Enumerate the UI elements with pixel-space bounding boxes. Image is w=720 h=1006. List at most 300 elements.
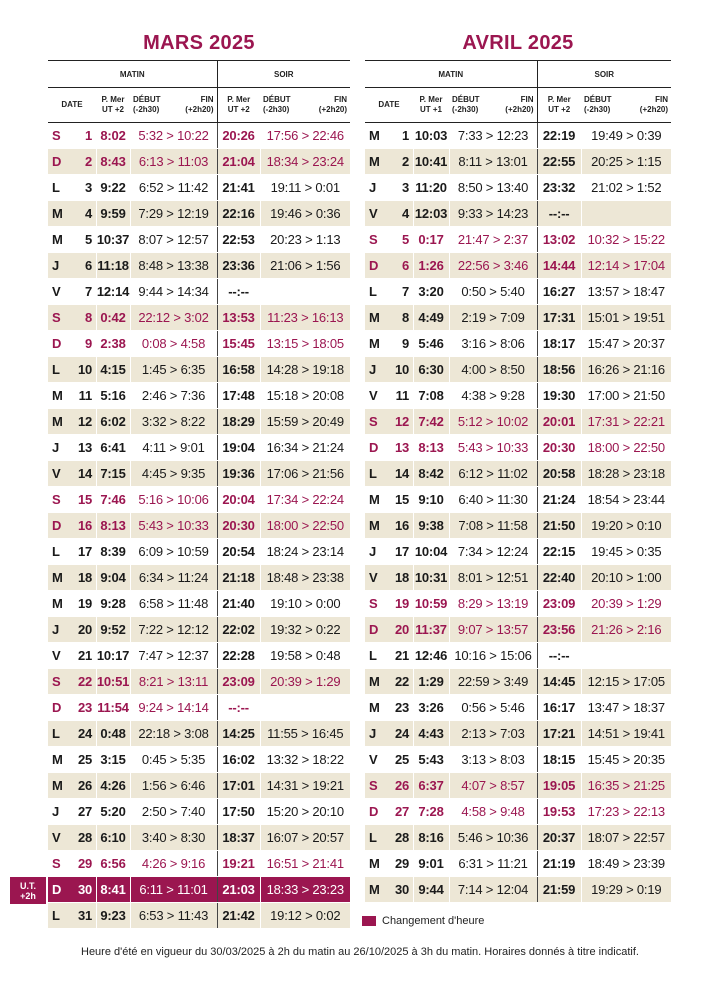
pleine-mer-matin: 10:31 bbox=[413, 565, 449, 591]
day-number: 12 bbox=[395, 414, 410, 429]
header-soir: SOIR bbox=[537, 61, 671, 88]
day-letter: V bbox=[52, 466, 61, 481]
plage-matin: 4:26 > 9:16 bbox=[130, 851, 217, 877]
pleine-mer-matin: 6:30 bbox=[413, 357, 449, 383]
day-number: 26 bbox=[395, 778, 410, 793]
tide-rows bbox=[48, 123, 350, 929]
date-cell bbox=[48, 643, 96, 669]
pleine-mer-soir: --:-- bbox=[217, 279, 260, 305]
pleine-mer-soir: 13:53 bbox=[217, 305, 260, 331]
day-letter: D bbox=[52, 700, 62, 715]
date-cell bbox=[48, 461, 96, 487]
legend bbox=[362, 914, 484, 928]
table-row bbox=[48, 825, 350, 851]
plage-soir: 11:23 > 16:13 bbox=[260, 305, 350, 331]
plage-soir: 20:39 > 1:29 bbox=[581, 591, 671, 617]
table-row bbox=[365, 669, 671, 695]
plage-matin: 10:16 > 15:06 bbox=[449, 643, 537, 669]
table-row bbox=[365, 409, 671, 435]
table-row bbox=[365, 435, 671, 461]
day-number: 21 bbox=[395, 648, 410, 663]
day-letter: L bbox=[52, 726, 60, 741]
pleine-mer-soir: 20:04 bbox=[217, 487, 260, 513]
day-letter: J bbox=[369, 362, 377, 377]
day-number: 7 bbox=[401, 284, 409, 299]
plage-matin: 5:12 > 10:02 bbox=[449, 409, 537, 435]
date-cell bbox=[48, 721, 96, 747]
day-letter: M bbox=[369, 674, 380, 689]
plage-matin: 9:33 > 14:23 bbox=[449, 201, 537, 227]
table-row bbox=[48, 279, 350, 305]
plage-soir: 18:00 > 22:50 bbox=[581, 435, 671, 461]
pleine-mer-matin: 9:22 bbox=[96, 175, 130, 201]
plage-soir: 18:24 > 23:14 bbox=[260, 539, 350, 565]
plage-soir: 18:54 > 23:44 bbox=[581, 487, 671, 513]
pleine-mer-soir: 22:19 bbox=[537, 123, 581, 149]
date-cell bbox=[365, 617, 413, 643]
plage-soir: 18:48 > 23:38 bbox=[260, 565, 350, 591]
table-row bbox=[48, 773, 350, 799]
pleine-mer-soir: 20:26 bbox=[217, 123, 260, 149]
plage-matin: 7:14 > 12:04 bbox=[449, 877, 537, 903]
day-letter: L bbox=[369, 648, 377, 663]
day-number: 29 bbox=[395, 856, 410, 871]
plage-soir: 19:49 > 0:39 bbox=[581, 123, 671, 149]
plage-soir: 13:47 > 18:37 bbox=[581, 695, 671, 721]
pleine-mer-matin: 8:43 bbox=[96, 149, 130, 175]
plage-matin: 6:13 > 11:03 bbox=[130, 149, 217, 175]
table-row bbox=[48, 669, 350, 695]
pleine-mer-soir: 21:24 bbox=[537, 487, 581, 513]
date-cell bbox=[365, 279, 413, 305]
table-row bbox=[365, 461, 671, 487]
date-cell bbox=[365, 565, 413, 591]
pleine-mer-matin: 5:16 bbox=[96, 383, 130, 409]
plage-soir: 14:31 > 19:21 bbox=[260, 773, 350, 799]
table-row bbox=[48, 799, 350, 825]
pleine-mer-matin: 5:20 bbox=[96, 799, 130, 825]
pleine-mer-soir: 19:05 bbox=[537, 773, 581, 799]
pleine-mer-soir: 17:21 bbox=[537, 721, 581, 747]
date-cell bbox=[365, 305, 413, 331]
day-number: 17 bbox=[395, 544, 410, 559]
plage-soir: 19:58 > 0:48 bbox=[260, 643, 350, 669]
pleine-mer-matin: 11:18 bbox=[96, 253, 130, 279]
day-letter: D bbox=[369, 622, 379, 637]
date-cell bbox=[48, 591, 96, 617]
day-number: 28 bbox=[395, 830, 410, 845]
pleine-mer-matin: 3:15 bbox=[96, 747, 130, 773]
header-ut: UT +1 bbox=[419, 105, 442, 114]
plage-soir bbox=[260, 279, 350, 305]
date-cell bbox=[365, 539, 413, 565]
plage-matin: 21:47 > 2:37 bbox=[449, 227, 537, 253]
plage-soir: 15:45 > 20:35 bbox=[581, 747, 671, 773]
pleine-mer-soir: 18:15 bbox=[537, 747, 581, 773]
plage-matin: 4:11 > 9:01 bbox=[130, 435, 217, 461]
header-matin: MATIN bbox=[48, 61, 217, 88]
table-row bbox=[365, 747, 671, 773]
day-number: 22 bbox=[395, 674, 410, 689]
table-row bbox=[365, 253, 671, 279]
plage-soir: 14:28 > 19:18 bbox=[260, 357, 350, 383]
header-debut-offset: (-2h30) bbox=[133, 105, 160, 114]
table-row bbox=[48, 851, 350, 877]
table-row bbox=[365, 227, 671, 253]
date-cell bbox=[48, 799, 96, 825]
day-number: 6 bbox=[401, 258, 409, 273]
day-letter: S bbox=[52, 492, 61, 507]
day-number: 2 bbox=[84, 154, 92, 169]
day-number: 27 bbox=[395, 804, 410, 819]
tide-rows bbox=[365, 123, 671, 903]
header-fin: FIN bbox=[334, 95, 348, 104]
table-row bbox=[48, 695, 350, 721]
pleine-mer-soir: 13:02 bbox=[537, 227, 581, 253]
pleine-mer-matin: 4:49 bbox=[413, 305, 449, 331]
header-fin-offset: (+2h20) bbox=[639, 105, 669, 114]
plage-soir: 19:46 > 0:36 bbox=[260, 201, 350, 227]
table-row bbox=[48, 305, 350, 331]
plage-matin: 7:29 > 12:19 bbox=[130, 201, 217, 227]
day-number: 8 bbox=[84, 310, 92, 325]
plage-matin: 4:58 > 9:48 bbox=[449, 799, 537, 825]
tide-table bbox=[365, 60, 671, 903]
date-cell bbox=[48, 877, 96, 903]
plage-matin: 9:44 > 14:34 bbox=[130, 279, 217, 305]
date-cell bbox=[365, 851, 413, 877]
date-cell bbox=[365, 175, 413, 201]
date-cell bbox=[48, 305, 96, 331]
header-date: DATE bbox=[48, 88, 96, 123]
date-cell bbox=[365, 695, 413, 721]
plage-soir: 16:26 > 21:16 bbox=[581, 357, 671, 383]
table-row bbox=[365, 383, 671, 409]
day-letter: V bbox=[369, 388, 378, 403]
day-number: 15 bbox=[395, 492, 410, 507]
date-cell bbox=[365, 253, 413, 279]
plage-soir: 17:23 > 22:13 bbox=[581, 799, 671, 825]
date-cell bbox=[48, 617, 96, 643]
day-number: 19 bbox=[78, 596, 93, 611]
date-cell bbox=[365, 773, 413, 799]
date-cell bbox=[365, 721, 413, 747]
pleine-mer-soir: 23:56 bbox=[537, 617, 581, 643]
day-number: 20 bbox=[395, 622, 410, 637]
plage-matin: 22:12 > 3:02 bbox=[130, 305, 217, 331]
pleine-mer-matin: 12:46 bbox=[413, 643, 449, 669]
table-row bbox=[365, 617, 671, 643]
date-cell bbox=[365, 461, 413, 487]
plage-matin: 4:07 > 8:57 bbox=[449, 773, 537, 799]
header-fin-offset: (+2h20) bbox=[185, 105, 214, 114]
day-number: 4 bbox=[84, 206, 92, 221]
date-cell bbox=[365, 149, 413, 175]
day-letter: S bbox=[52, 310, 61, 325]
pleine-mer-matin: 10:41 bbox=[413, 149, 449, 175]
plage-soir: 10:32 > 15:22 bbox=[581, 227, 671, 253]
pleine-mer-matin: 9:44 bbox=[413, 877, 449, 903]
day-letter: M bbox=[369, 492, 380, 507]
header-pmer bbox=[96, 88, 130, 123]
plage-soir: 15:47 > 20:37 bbox=[581, 331, 671, 357]
header-debut: DÉBUT bbox=[263, 95, 291, 104]
plage-matin: 8:07 > 12:57 bbox=[130, 227, 217, 253]
pleine-mer-matin: 7:08 bbox=[413, 383, 449, 409]
day-number: 29 bbox=[78, 856, 93, 871]
date-cell bbox=[48, 227, 96, 253]
day-number: 14 bbox=[395, 466, 410, 481]
header-fin: FIN bbox=[655, 95, 669, 104]
pleine-mer-soir: 22:15 bbox=[537, 539, 581, 565]
header-debut: DÉBUT bbox=[584, 95, 612, 104]
day-letter: V bbox=[52, 648, 61, 663]
day-number: 16 bbox=[395, 518, 410, 533]
pleine-mer-soir: 20:58 bbox=[537, 461, 581, 487]
pleine-mer-matin: 4:43 bbox=[413, 721, 449, 747]
pleine-mer-matin: 9:28 bbox=[96, 591, 130, 617]
day-letter: S bbox=[369, 414, 378, 429]
pleine-mer-soir: 21:42 bbox=[217, 903, 260, 929]
table-row bbox=[365, 825, 671, 851]
plage-matin: 22:18 > 3:08 bbox=[130, 721, 217, 747]
date-cell bbox=[365, 513, 413, 539]
pleine-mer-matin: 8:16 bbox=[413, 825, 449, 851]
table-row bbox=[48, 877, 350, 903]
pleine-mer-matin: 9:23 bbox=[96, 903, 130, 929]
pleine-mer-soir: 14:25 bbox=[217, 721, 260, 747]
plage-soir: 13:15 > 18:05 bbox=[260, 331, 350, 357]
table-row bbox=[48, 253, 350, 279]
pleine-mer-matin: 6:10 bbox=[96, 825, 130, 851]
plage-soir: 18:49 > 23:39 bbox=[581, 851, 671, 877]
pleine-mer-matin: 7:42 bbox=[413, 409, 449, 435]
table-row bbox=[48, 123, 350, 149]
table-row bbox=[365, 305, 671, 331]
badge-line2: +2h bbox=[20, 891, 36, 901]
date-cell bbox=[365, 357, 413, 383]
pleine-mer-matin: 8:13 bbox=[413, 435, 449, 461]
pleine-mer-soir: 17:01 bbox=[217, 773, 260, 799]
plage-matin: 0:45 > 5:35 bbox=[130, 747, 217, 773]
plage-soir: 16:51 > 21:41 bbox=[260, 851, 350, 877]
date-cell bbox=[48, 201, 96, 227]
day-number: 22 bbox=[78, 674, 93, 689]
day-letter: J bbox=[369, 726, 377, 741]
day-number: 21 bbox=[78, 648, 93, 663]
plage-soir: 20:23 > 1:13 bbox=[260, 227, 350, 253]
table-row bbox=[48, 201, 350, 227]
plage-matin: 9:24 > 14:14 bbox=[130, 695, 217, 721]
date-cell bbox=[365, 825, 413, 851]
pleine-mer-matin: 6:41 bbox=[96, 435, 130, 461]
day-number: 30 bbox=[78, 882, 93, 897]
date-cell bbox=[365, 643, 413, 669]
day-number: 16 bbox=[78, 518, 93, 533]
day-letter: S bbox=[52, 128, 61, 143]
plage-soir: 17:56 > 22:46 bbox=[260, 123, 350, 149]
header-ut: UT +2 bbox=[548, 105, 571, 114]
pleine-mer-soir: 20:01 bbox=[537, 409, 581, 435]
day-number: 6 bbox=[84, 258, 92, 273]
plage-soir: 20:10 > 1:00 bbox=[581, 565, 671, 591]
plage-matin: 7:22 > 12:12 bbox=[130, 617, 217, 643]
header-fin-offset: (+2h20) bbox=[318, 105, 348, 114]
day-number: 20 bbox=[78, 622, 93, 637]
pleine-mer-matin: 10:37 bbox=[96, 227, 130, 253]
pleine-mer-soir: 22:40 bbox=[537, 565, 581, 591]
day-letter: M bbox=[369, 154, 380, 169]
day-letter: J bbox=[52, 440, 60, 455]
day-letter: L bbox=[52, 362, 60, 377]
plage-soir bbox=[581, 201, 671, 227]
day-number: 11 bbox=[78, 388, 92, 403]
header-ut: UT +2 bbox=[101, 105, 124, 114]
day-letter: M bbox=[52, 388, 63, 403]
pleine-mer-matin: 6:02 bbox=[96, 409, 130, 435]
day-number: 1 bbox=[401, 128, 409, 143]
date-cell bbox=[365, 799, 413, 825]
pleine-mer-matin: 0:48 bbox=[96, 721, 130, 747]
day-letter: D bbox=[369, 804, 379, 819]
day-number: 27 bbox=[78, 804, 93, 819]
date-cell bbox=[48, 565, 96, 591]
pleine-mer-matin: 4:15 bbox=[96, 357, 130, 383]
pleine-mer-soir: 17:31 bbox=[537, 305, 581, 331]
day-number: 7 bbox=[84, 284, 92, 299]
table-row bbox=[365, 643, 671, 669]
table-row bbox=[48, 149, 350, 175]
plage-matin: 22:59 > 3:49 bbox=[449, 669, 537, 695]
pleine-mer-matin: 8:41 bbox=[96, 877, 130, 903]
day-letter: V bbox=[52, 830, 61, 845]
pleine-mer-soir: 21:40 bbox=[217, 591, 260, 617]
table-row bbox=[365, 123, 671, 149]
plage-soir: 16:07 > 20:57 bbox=[260, 825, 350, 851]
day-letter: L bbox=[369, 466, 377, 481]
table-row bbox=[365, 175, 671, 201]
day-letter: V bbox=[52, 284, 61, 299]
day-number: 24 bbox=[78, 726, 93, 741]
table-row bbox=[48, 903, 350, 929]
table-row bbox=[48, 461, 350, 487]
plage-matin: 3:16 > 8:06 bbox=[449, 331, 537, 357]
pleine-mer-soir: 21:18 bbox=[217, 565, 260, 591]
day-number: 24 bbox=[395, 726, 410, 741]
pleine-mer-soir: 20:37 bbox=[537, 825, 581, 851]
date-cell bbox=[365, 409, 413, 435]
plage-matin: 5:43 > 10:33 bbox=[449, 435, 537, 461]
table-row bbox=[48, 409, 350, 435]
day-letter: S bbox=[369, 596, 378, 611]
day-number: 23 bbox=[395, 700, 410, 715]
pleine-mer-matin: 9:59 bbox=[96, 201, 130, 227]
day-number: 25 bbox=[395, 752, 410, 767]
day-number: 3 bbox=[84, 180, 92, 195]
pleine-mer-soir: 15:45 bbox=[217, 331, 260, 357]
plage-soir: 19:32 > 0:22 bbox=[260, 617, 350, 643]
day-letter: J bbox=[369, 180, 377, 195]
table-row bbox=[48, 357, 350, 383]
plage-matin: 2:50 > 7:40 bbox=[130, 799, 217, 825]
plage-matin: 7:47 > 12:37 bbox=[130, 643, 217, 669]
plage-matin: 6:12 > 11:02 bbox=[449, 461, 537, 487]
day-number: 18 bbox=[395, 570, 410, 585]
header-debut-fin bbox=[130, 88, 217, 123]
plage-matin: 8:29 > 13:19 bbox=[449, 591, 537, 617]
plage-matin: 3:13 > 8:03 bbox=[449, 747, 537, 773]
header-pmer-label: P. Mer bbox=[547, 95, 571, 104]
pleine-mer-soir: 16:27 bbox=[537, 279, 581, 305]
pleine-mer-matin: 9:52 bbox=[96, 617, 130, 643]
date-cell bbox=[365, 227, 413, 253]
plage-soir: 20:25 > 1:15 bbox=[581, 149, 671, 175]
month-title: AVRIL 2025 bbox=[462, 32, 574, 54]
day-letter: S bbox=[52, 674, 61, 689]
table-row bbox=[48, 721, 350, 747]
plage-soir: 17:34 > 22:24 bbox=[260, 487, 350, 513]
day-number: 25 bbox=[78, 752, 93, 767]
pleine-mer-matin: 8:39 bbox=[96, 539, 130, 565]
table-row bbox=[48, 331, 350, 357]
header-fin-offset: (+2h20) bbox=[505, 105, 534, 114]
plage-matin: 22:56 > 3:46 bbox=[449, 253, 537, 279]
pleine-mer-matin: 8:42 bbox=[413, 461, 449, 487]
pleine-mer-matin: 9:01 bbox=[413, 851, 449, 877]
pleine-mer-matin: 7:46 bbox=[96, 487, 130, 513]
pleine-mer-matin: 9:38 bbox=[413, 513, 449, 539]
plage-soir: 19:20 > 0:10 bbox=[581, 513, 671, 539]
day-letter: L bbox=[52, 908, 60, 923]
plage-soir: 16:34 > 21:24 bbox=[260, 435, 350, 461]
table-row bbox=[48, 487, 350, 513]
plage-matin: 8:01 > 12:51 bbox=[449, 565, 537, 591]
plage-matin: 0:08 > 4:58 bbox=[130, 331, 217, 357]
day-letter: D bbox=[369, 258, 379, 273]
date-cell bbox=[365, 383, 413, 409]
day-letter: J bbox=[52, 258, 60, 273]
pleine-mer-soir: 21:59 bbox=[537, 877, 581, 903]
table-row bbox=[365, 851, 671, 877]
plage-soir: 13:32 > 18:22 bbox=[260, 747, 350, 773]
day-number: 15 bbox=[78, 492, 93, 507]
plage-matin: 6:53 > 11:43 bbox=[130, 903, 217, 929]
day-letter: S bbox=[369, 232, 378, 247]
header-debut-fin bbox=[581, 88, 671, 123]
header-soir: SOIR bbox=[217, 61, 350, 88]
date-cell bbox=[48, 253, 96, 279]
legend-label: Changement d'heure bbox=[382, 915, 485, 927]
pleine-mer-soir: 16:02 bbox=[217, 747, 260, 773]
table-row bbox=[365, 591, 671, 617]
pleine-mer-soir: 23:36 bbox=[217, 253, 260, 279]
date-cell bbox=[48, 825, 96, 851]
table-row bbox=[365, 695, 671, 721]
day-number: 14 bbox=[78, 466, 93, 481]
header-date: DATE bbox=[365, 88, 413, 123]
date-cell bbox=[48, 773, 96, 799]
pleine-mer-soir: 20:54 bbox=[217, 539, 260, 565]
day-number: 31 bbox=[78, 908, 93, 923]
header-debut-fin bbox=[449, 88, 537, 123]
pleine-mer-matin: 12:14 bbox=[96, 279, 130, 305]
plage-soir: 20:39 > 1:29 bbox=[260, 669, 350, 695]
header-pmer-label: P. Mer bbox=[419, 95, 443, 104]
date-cell bbox=[48, 279, 96, 305]
pleine-mer-soir: 19:04 bbox=[217, 435, 260, 461]
table-row bbox=[365, 539, 671, 565]
day-number: 9 bbox=[401, 336, 409, 351]
